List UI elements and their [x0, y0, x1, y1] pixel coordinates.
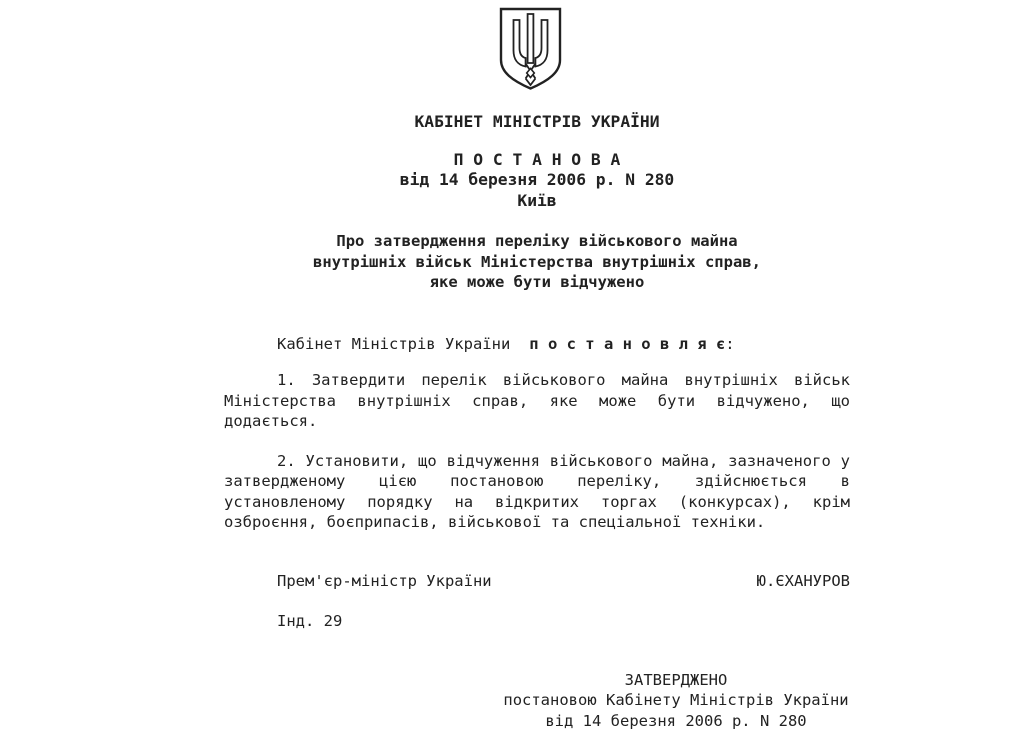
document-heading-block	[224, 150, 850, 212]
opening-prefix: Кабінет Міністрів України	[277, 334, 511, 353]
tryzub-shield-icon	[499, 7, 562, 91]
doc-city-line: Київ	[517, 190, 557, 210]
doc-date-number-line: від 14 березня 2006 р. N 280	[399, 170, 675, 189]
opening-colon: :	[725, 334, 735, 353]
document-title: Про затвердження переліку військового майна внутрішніх військ Міністерства внутрішніх справ, яке може бути відчужено	[313, 232, 761, 291]
signature-position: Прем'єр-міністр України	[277, 571, 492, 590]
approved-date-number: від 14 березня 2006 р. N 280	[545, 711, 807, 730]
opening-paragraph	[224, 334, 850, 355]
doc-type-line: П О С Т А Н О В А	[453, 149, 621, 169]
approved-by-line: постановою Кабінету Міністрів України	[503, 691, 849, 709]
document-page	[224, 0, 850, 731]
signature-row	[224, 571, 850, 592]
issuer-line: КАБІНЕТ МІНІСТРІВ УКРАЇНИ	[414, 112, 660, 131]
opening-keyword: п о с т а н о в л я є	[529, 334, 726, 353]
coat-of-arms-icon	[499, 7, 562, 91]
signature-name: Ю.ЄХАНУРОВ	[756, 571, 850, 590]
approved-label: ЗАТВЕРДЖЕНО	[624, 670, 728, 689]
body-paragraph-1: 1. Затвердити перелік військового майна внутрішніх військ Міністерства внутрішніх справ, яке може бути відчужено, що додається.	[224, 371, 850, 430]
approval-block	[500, 670, 852, 732]
body-paragraph-2: 2. Установити, що відчуження військового майна, зазначеного у затвердженому цією постановою переліку, здійснюється в установленому порядку на відкритих торгах (конкурсах), крім озброєння, боєприпасів, військової та спеціальної техніки.	[224, 451, 850, 531]
index-note: Інд. 29	[277, 612, 343, 630]
